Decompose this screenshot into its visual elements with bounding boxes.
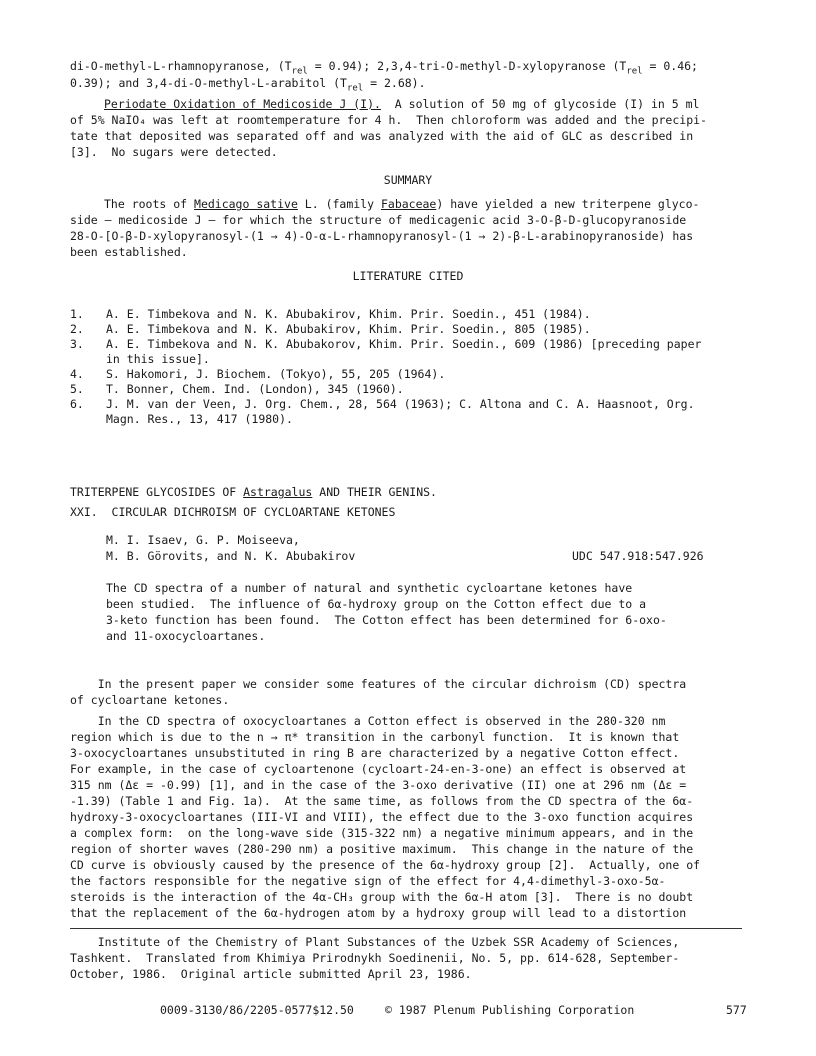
reference-3-cont: in this issue].: [106, 352, 210, 366]
body-p2-line-5: 315 nm (Δε = -0.99) [1], and in the case of the 3-oxo derivative (II) one at 296 nm (Δε =: [70, 778, 687, 792]
abstract-line-4: and 11-oxocycloartanes.: [106, 629, 266, 643]
reference-4: 4. S. Hakomori, J. Biochem. (Tokyo), 55, 205 (1964).: [70, 367, 446, 381]
summary-heading: SUMMARY: [383, 173, 433, 187]
authors-line-1: M. I. Isaev, G. P. Moiseeva,: [106, 533, 300, 547]
copyright-notice: © 1987 Plenum Publishing Corporation: [385, 1003, 635, 1017]
periodate-line-1: Periodate Oxidation of Medicoside J (I). A solution of 50 mg of glycoside (I) in 5 ml: [104, 97, 700, 111]
periodate-line-3: tate that deposited was separated off and was analyzed with the aid of GLC as described in: [70, 129, 694, 143]
literature-heading: LITERATURE CITED: [352, 269, 464, 283]
reference-6-cont: Magn. Res., 13, 417 (1980).: [106, 412, 293, 426]
summary-line-4: been established.: [70, 245, 188, 259]
reference-5: 5. T. Bonner, Chem. Ind. (London), 345 (1960).: [70, 382, 404, 396]
body-p2-line-13: that the replacement of the 6α-hydrogen atom by a hydroxy group will lead to a distortion: [70, 906, 687, 920]
body-p1-line-1: In the present paper we consider some features of the circular dichroism (CD) spectra: [70, 677, 687, 691]
top-line-2: 0.39); and 3,4-di-O-methyl-L-arabitol $(T_{rel} = 2.68)$.: [70, 76, 426, 94]
body-p2-line-11: the factors responsible for the negative sign of the effect for 4,4-dimethyl-3-oxo-5α-: [70, 874, 666, 888]
body-p2-line-9: region of shorter waves (280-290 nm) a positive maximum. This change in the nature of the: [70, 842, 694, 856]
summary-line-3: 28-O-[O-β-D-xylopyranosyl-(1 → 4)-O-α-L-rhamnopyranosyl-(1 → 2)-β-L-arabinopyranoside) has: [70, 229, 694, 243]
abstract-line-3: 3-keto function has been found. The Cotton effect has been determined for 6-oxo-: [106, 613, 667, 627]
reference-2: 2. A. E. Timbekova and N. K. Abubakirov, Khim. Prir. Soedin., 805 (1985).: [70, 322, 591, 336]
reference-1: 1. A. E. Timbekova and N. K. Abubakirov, Khim. Prir. Soedin., 451 (1984).: [70, 307, 591, 321]
summary-line-2: side — medicoside J — for which the structure of medicagenic acid 3-O-β-D-glucopyranoside: [70, 213, 687, 227]
abstract-line-1: The CD spectra of a number of natural and synthetic cycloartane ketones have: [106, 581, 633, 595]
footnote-divider: [70, 928, 742, 929]
body-p2-line-2: region which is due to the n → π* transition in the carbonyl function. It is known that: [70, 730, 680, 744]
body-p2-line-4: For example, in the case of cycloartenone (cycloart-24-en-3-one) an effect is observed at: [70, 762, 687, 776]
reference-3: 3. A. E. Timbekova and N. K. Abubakorov, Khim. Prir. Soedin., 609 (1986) [preceding paper: [70, 337, 702, 351]
footnote-line-3: October, 1986. Original article submitted April 23, 1986.: [70, 967, 472, 981]
authors-line-2: M. B. Görovits, and N. K. Abubakirov: [106, 549, 356, 563]
body-p2-line-8: a complex form: on the long-wave side (315-322 nm) a negative minimum appears, and in the: [70, 826, 694, 840]
body-p2-line-1: In the CD spectra of oxocycloartanes a Cotton effect is observed in the 280-320 nm: [70, 714, 666, 728]
article-subtitle: XXI. CIRCULAR DICHROISM OF CYCLOARTANE KETONES: [70, 505, 396, 519]
body-p2-line-10: CD curve is obviously caused by the presence of the 6α-hydroxy group [2]. Actually, one of: [70, 858, 701, 872]
footnote-line-2: Tashkent. Translated from Khimiya Prirodnykh Soedinenii, No. 5, pp. 614-628, September-: [70, 951, 680, 965]
reference-6: 6. J. M. van der Veen, J. Org. Chem., 28, 564 (1963); C. Altona and C. A. Haasnoot, Org.: [70, 397, 695, 411]
body-p2-line-6: -1.39) (Table 1 and Fig. 1a). At the same time, as follows from the CD spectra of the 6α-: [70, 794, 694, 808]
body-p1-line-2: of cycloartane ketones.: [70, 693, 230, 707]
periodate-title: Periodate Oxidation of Medicoside J (I).: [104, 97, 381, 111]
periodate-line-4: [3]. No sugars were detected.: [70, 145, 278, 159]
body-p2-line-3: 3-oxocycloartanes unsubstituted in ring B are characterized by a negative Cotton effect.: [70, 746, 680, 760]
abstract-line-2: been studied. The influence of 6α-hydroxy group on the Cotton effect due to a: [106, 597, 647, 611]
footnote-line-1: Institute of the Chemistry of Plant Substances of the Uzbek SSR Academy of Sciences,: [70, 935, 680, 949]
page-number: 577: [726, 1003, 747, 1017]
top-line-1: di-O-methyl-L-rhamnopyranose, $(T_{rel} = 0.94)$; 2,3,4-tri-O-methyl-D-xylopyranose ($T_{rel} = 0.46$;: [70, 59, 698, 77]
summary-line-1: The roots of Medicago sative L. (family Fabaceae) have yielded a new triterpene glyco-: [104, 197, 700, 211]
udc-code: UDC 547.918:547.926: [572, 549, 704, 563]
issn-price-code: 0009-3130/86/2205-0577$12.50: [160, 1003, 354, 1017]
body-p2-line-7: hydroxy-3-oxocycloartanes (III-VI and VIII), the effect due to the 3-oxo function acquires: [70, 810, 694, 824]
periodate-line-2: of 5% NaIO₄ was left at roomtemperature for 4 h. Then chloroform was added and the precipi-: [70, 113, 707, 127]
article-title: TRITERPENE GLYCOSIDES OF Astragalus AND THEIR GENINS.: [70, 485, 437, 499]
body-p2-line-12: steroids is the interaction of the 4α-CH₃ group with the 6α-H atom [3]. There is no doubt: [70, 890, 694, 904]
